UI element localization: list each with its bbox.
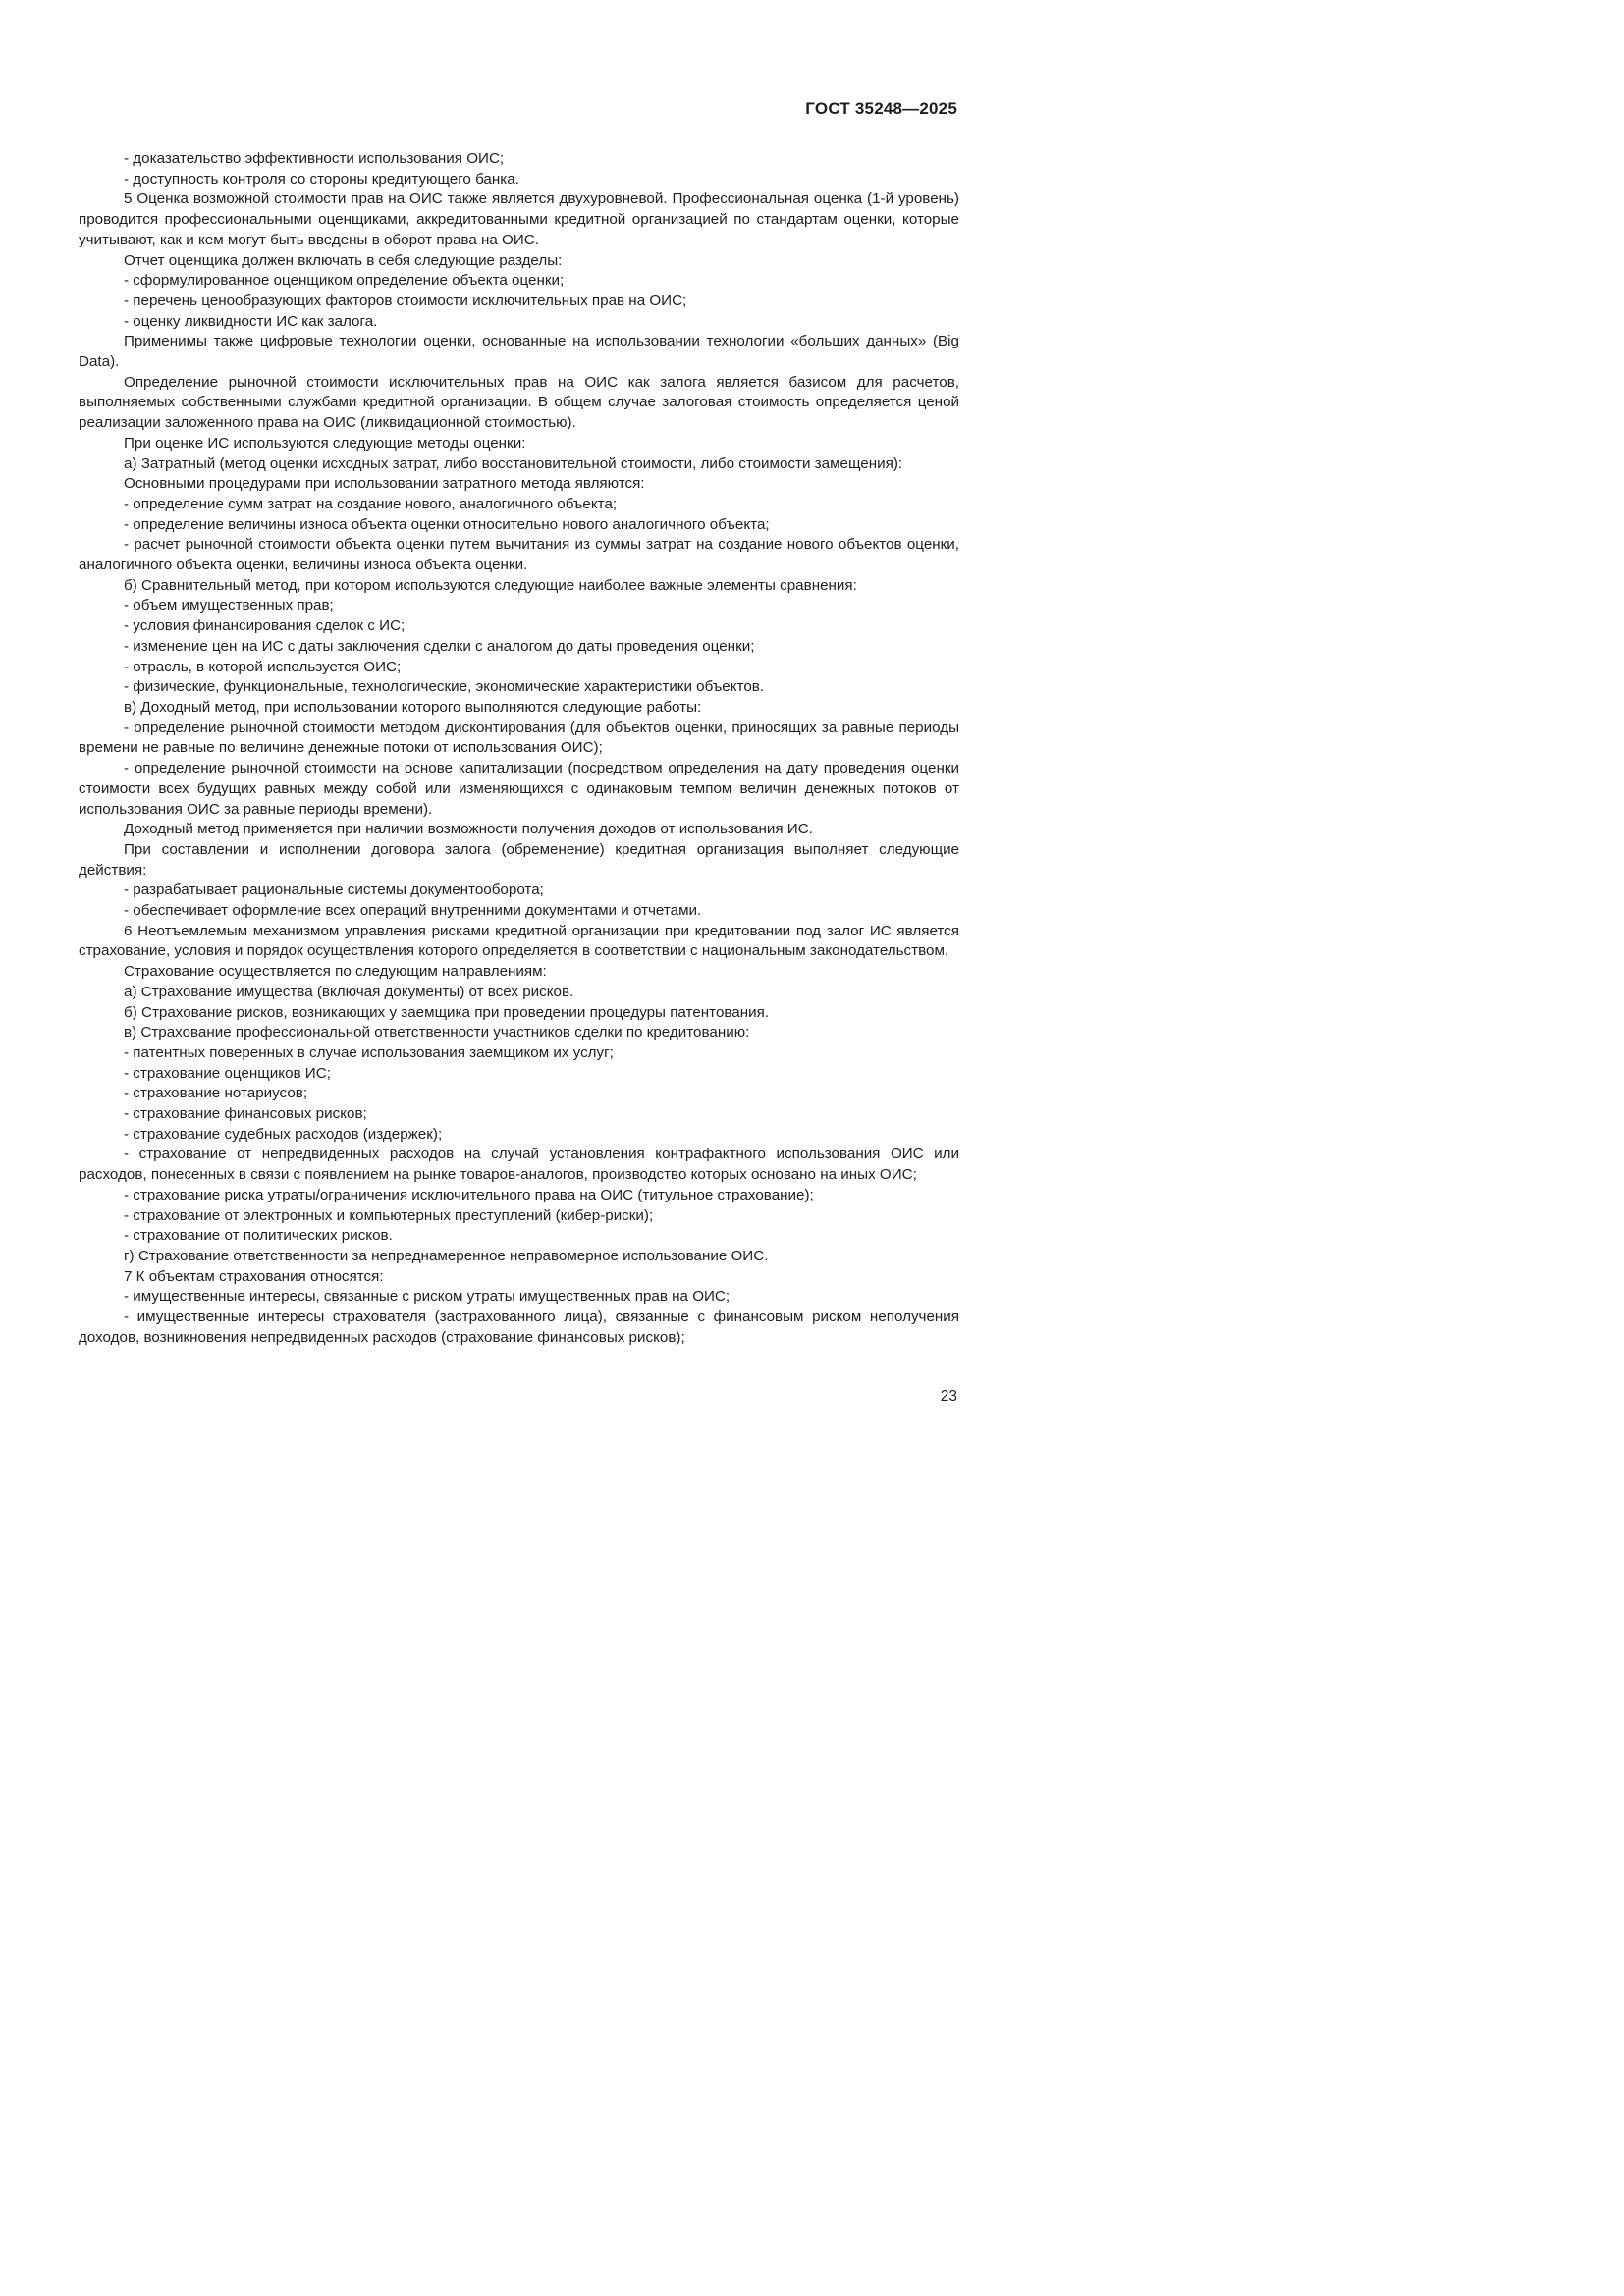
paragraph: Отчет оценщика должен включать в себя следующие разделы: (124, 251, 563, 269)
paragraph: 5 Оценка возможной стоимости прав на ОИС также является двухуровневой. Профессиональная оценка (1-й уровень) проводится профессиональными оценщиками, аккредитованными кредитной организацией по стандартам оценки, которые учитывают, как и кем могут быть введены в оборот права на ОИС. (79, 190, 959, 248)
paragraph: а) Страхование имущества (включая документы) от всех рисков. (124, 983, 574, 1000)
paragraph: Доходный метод применяется при наличии возможности получения доходов от использования ИС. (124, 821, 813, 838)
paragraph: - физические, функциональные, технологические, экономические характеристики объектов. (124, 678, 765, 696)
paragraph: в) Страхование профессиональной ответственности участников сделки по кредитованию: (124, 1024, 750, 1041)
paragraph: - страхование судебных расходов (издержек); (124, 1125, 443, 1143)
paragraph: - определение сумм затрат на создание нового, аналогичного объекта; (124, 495, 618, 512)
paragraph: - объем имущественных прав; (124, 597, 334, 614)
paragraph: - оценку ликвидности ИС как залога. (124, 312, 378, 330)
paragraph: в) Доходный метод, при использовании которого выполняются следующие работы: (124, 698, 702, 716)
paragraph: б) Страхование рисков, возникающих у заемщика при проведении процедуры патентования. (124, 1003, 770, 1021)
paragraph: Страхование осуществляется по следующим направлениям: (124, 963, 547, 981)
paragraph: - расчет рыночной стоимости объекта оценки путем вычитания из суммы затрат на создание нового объектов оценки, аналогичного объекта оценки, величины износа объекта оценки. (79, 536, 959, 574)
paragraph: При оценке ИС используются следующие методы оценки: (124, 434, 526, 452)
paragraph: - страхование риска утраты/ограничения исключительного права на ОИС (титульное страхование); (124, 1186, 814, 1203)
paragraph: - определение рыночной стоимости методом дисконтирования (для объектов оценки, приносящих за равные периоды времени не равные по величине денежные потоки от использования ОИС); (79, 719, 959, 757)
paragraph: - страхование оценщиков ИС; (124, 1064, 331, 1082)
document-code-header: ГОСТ 35248—2025 (805, 99, 957, 118)
paragraph: - определение величины износа объекта оценки относительно нового аналогичного объекта; (124, 515, 770, 533)
paragraph: - разрабатывает рациональные системы документооборота; (124, 881, 544, 899)
paragraph: - условия финансирования сделок с ИС; (124, 617, 406, 635)
paragraph: Определение рыночной стоимости исключительных прав на ОИС как залога является базисом для расчетов, выполняемых собственными службами кредитной организации. В общем случае залоговая стоимость определяется ценой реализации заложенного права на ОИС (ликвидационной стоимостью). (79, 373, 959, 432)
paragraph: При составлении и исполнении договора залога (обременение) кредитная организация выполняет следующие действия: (79, 840, 959, 879)
paragraph: - страхование финансовых рисков; (124, 1105, 367, 1123)
paragraph: - страхование от непредвиденных расходов на случай установления контрафактного использования ОИС или расходов, понесенных в связи с появлением на рынке товаров-аналогов, производство которых основано на иных ОИС; (79, 1146, 959, 1184)
paragraph: - доказательство эффективности использования ОИС; (124, 150, 505, 167)
paragraph: Применимы также цифровые технологии оценки, основанные на использовании технологии «больших данных» (Big Data). (79, 333, 959, 371)
paragraph: - имущественные интересы, связанные с риском утраты имущественных прав на ОИС; (124, 1288, 731, 1306)
document-body (79, 149, 959, 1348)
paragraph: - изменение цен на ИС с даты заключения сделки с аналогом до даты проведения оценки; (124, 637, 755, 655)
paragraph: 6 Неотъемлемым механизмом управления рисками кредитной организации при кредитовании под залог ИС является страхование, условия и порядок осуществления которого определяется в соответствии с национальным законодательством. (79, 922, 959, 960)
paragraph: б) Сравнительный метод, при котором используются следующие наиболее важные элементы сравнения: (124, 576, 857, 594)
paragraph: - сформулированное оценщиком определение объекта оценки; (124, 272, 565, 290)
paragraph: г) Страхование ответственности за непреднамеренное неправомерное использование ОИС. (124, 1247, 769, 1264)
paragraph: - обеспечивает оформление всех операций внутренними документами и отчетами. (124, 902, 702, 920)
paragraph: - патентных поверенных в случае использования заемщиком их услуг; (124, 1043, 614, 1061)
paragraph: 7 К объектам страхования относятся: (124, 1267, 384, 1285)
paragraph: - страхование нотариусов; (124, 1085, 308, 1102)
paragraph: а) Затратный (метод оценки исходных затрат, либо восстановительной стоимости, либо стоимости замещения): (124, 454, 903, 472)
paragraph: - доступность контроля со стороны кредитующего банка. (124, 170, 519, 187)
paragraph: - отрасль, в которой используется ОИС; (124, 658, 402, 675)
paragraph: - имущественные интересы страхователя (застрахованного лица), связанные с финансовым риском неполучения доходов, возникновения непредвиденных расходов (страхование финансовых рисков); (79, 1308, 959, 1346)
paragraph: - страхование от электронных и компьютерных преступлений (кибер-риски); (124, 1206, 654, 1224)
paragraph: - перечень ценообразующих факторов стоимости исключительных прав на ОИС; (124, 292, 687, 309)
paragraph: Основными процедурами при использовании затратного метода являются: (124, 475, 645, 493)
page-number: 23 (940, 1388, 957, 1405)
paragraph: - страхование от политических рисков. (124, 1227, 393, 1245)
paragraph: - определение рыночной стоимости на основе капитализации (посредством определения на дату проведения оценки стоимости всех будущих равных между собой или изменяющихся с одинаковым темпом величин денежных потоков от использования ОИС за равные периоды времени). (79, 760, 959, 818)
